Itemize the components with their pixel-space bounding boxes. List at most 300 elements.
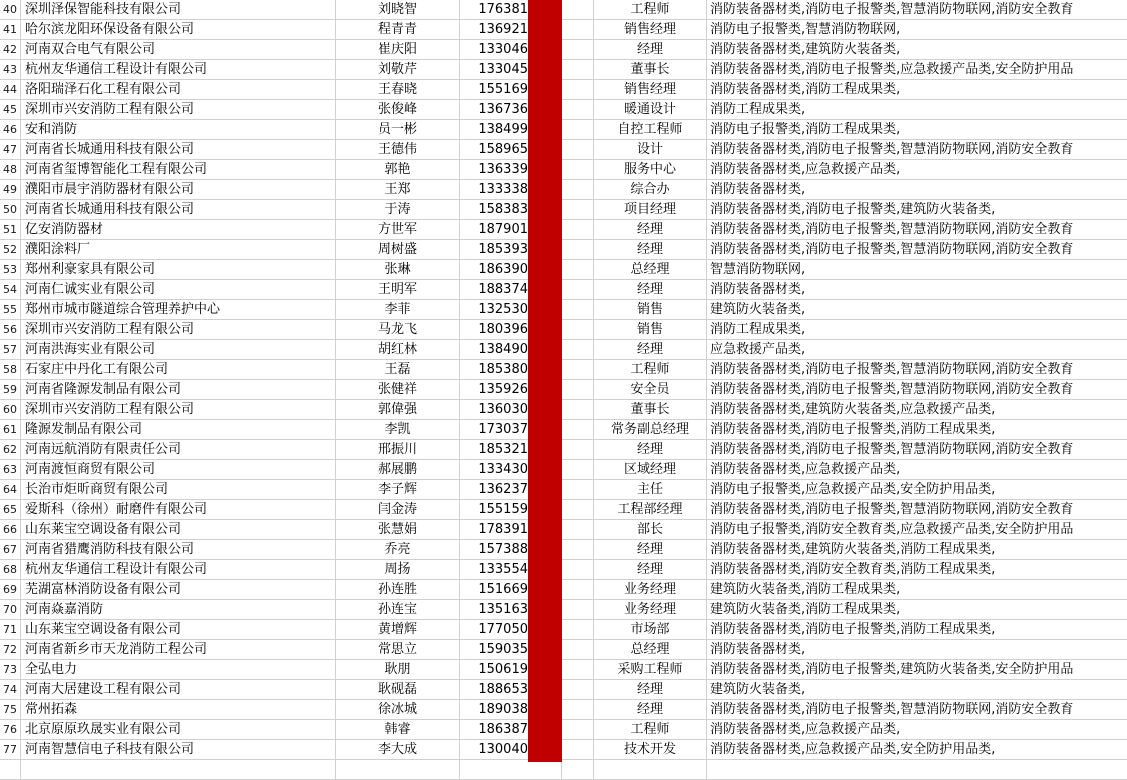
row-header[interactable]: 58 (0, 360, 21, 380)
cell-company[interactable]: 芜湖富林消防设备有限公司 (21, 580, 336, 600)
cell-title[interactable]: 经理 (594, 540, 707, 560)
cell-title[interactable]: 经理 (594, 220, 707, 240)
cell-title[interactable]: 项目经理 (594, 200, 707, 220)
cell-title[interactable]: 工程师 (594, 360, 707, 380)
row-header[interactable] (0, 760, 21, 780)
cell-phone[interactable]: 173037 (460, 420, 562, 440)
cell-empty[interactable] (562, 440, 594, 460)
cell-contact[interactable]: 周扬 (336, 560, 460, 580)
table-row (0, 140, 1127, 160)
cell-phone[interactable]: 189038 (460, 700, 562, 720)
cell-company[interactable]: 河南洪海实业有限公司 (21, 340, 336, 360)
cell-company[interactable]: 深圳市兴安消防工程有限公司 (21, 100, 336, 120)
cell-phone[interactable]: 136237 (460, 480, 562, 500)
cell-title[interactable]: 董事长 (594, 60, 707, 80)
cell-empty[interactable] (562, 640, 594, 660)
cell-contact[interactable]: 张慧娟 (336, 520, 460, 540)
row-header[interactable]: 49 (0, 180, 21, 200)
cell-categories[interactable]: 消防装备器材类, (707, 640, 1127, 660)
cell-contact[interactable]: 孙连宝 (336, 600, 460, 620)
row-header[interactable]: 46 (0, 120, 21, 140)
row-header[interactable]: 75 (0, 700, 21, 720)
cell-empty[interactable] (562, 200, 594, 220)
cell-categories[interactable]: 消防装备器材类,消防电子报警类,智慧消防物联网,消防安全教育 (707, 220, 1127, 240)
row-header[interactable]: 76 (0, 720, 21, 740)
cell-empty[interactable] (562, 340, 594, 360)
table-row (0, 80, 1127, 100)
cell-categories[interactable]: 消防装备器材类,建筑防火装备类, (707, 40, 1127, 60)
cell-phone[interactable]: 187901 (460, 220, 562, 240)
cell-contact[interactable]: 王磊 (336, 360, 460, 380)
cell-title[interactable] (594, 760, 707, 780)
cell-contact[interactable]: 王明军 (336, 280, 460, 300)
table-row (0, 420, 1127, 440)
cell-title[interactable]: 自控工程师 (594, 120, 707, 140)
cell-empty[interactable] (562, 380, 594, 400)
row-header[interactable]: 61 (0, 420, 21, 440)
cell-title[interactable]: 工程师 (594, 720, 707, 740)
cell-company[interactable]: 河南省猎鹰消防科技有限公司 (21, 540, 336, 560)
cell-contact[interactable]: 王郑 (336, 180, 460, 200)
cell-categories[interactable]: 消防装备器材类,消防电子报警类,智慧消防物联网,消防安全教育 (707, 700, 1127, 720)
cell-title[interactable]: 销售 (594, 300, 707, 320)
cell-contact[interactable]: 黄增辉 (336, 620, 460, 640)
table-row (0, 520, 1127, 540)
cell-empty[interactable] (562, 660, 594, 680)
row-header[interactable]: 42 (0, 40, 21, 60)
row-header[interactable]: 73 (0, 660, 21, 680)
cell-contact[interactable]: 马龙飞 (336, 320, 460, 340)
cell-categories[interactable]: 消防装备器材类,消防电子报警类,智慧消防物联网,消防安全教育 (707, 360, 1127, 380)
row-header[interactable]: 47 (0, 140, 21, 160)
cell-contact[interactable]: 乔亮 (336, 540, 460, 560)
cell-phone[interactable]: 136736 (460, 100, 562, 120)
table-row (0, 440, 1127, 460)
cell-empty[interactable] (562, 620, 594, 640)
cell-contact[interactable]: 崔庆阳 (336, 40, 460, 60)
cell-phone[interactable]: 132530 (460, 300, 562, 320)
cell-company[interactable]: 安和消防 (21, 120, 336, 140)
cell-categories[interactable]: 建筑防火装备类,消防工程成果类, (707, 600, 1127, 620)
cell-categories[interactable]: 消防电子报警类,应急救援产品类,安全防护用品类, (707, 480, 1127, 500)
cell-title[interactable]: 安全员 (594, 380, 707, 400)
cell-phone[interactable]: 159035 (460, 640, 562, 660)
cell-company[interactable]: 河南省新乡市天龙消防工程公司 (21, 640, 336, 660)
cell-title[interactable]: 业务经理 (594, 580, 707, 600)
cell-contact[interactable]: 周树盛 (336, 240, 460, 260)
cell-phone[interactable]: 177050 (460, 620, 562, 640)
cell-empty[interactable] (562, 100, 594, 120)
cell-phone[interactable]: 136921 (460, 20, 562, 40)
row-header[interactable]: 68 (0, 560, 21, 580)
cell-contact[interactable] (336, 760, 460, 780)
cell-categories[interactable]: 消防装备器材类, (707, 180, 1127, 200)
cell-contact[interactable]: 耿朋 (336, 660, 460, 680)
cell-phone[interactable]: 188374 (460, 280, 562, 300)
cell-phone[interactable]: 136339 (460, 160, 562, 180)
cell-contact[interactable]: 刘晓智 (336, 0, 460, 20)
table-row (0, 160, 1127, 180)
table-row (0, 760, 1127, 780)
cell-contact[interactable]: 胡红林 (336, 340, 460, 360)
row-header[interactable]: 69 (0, 580, 21, 600)
table-row (0, 200, 1127, 220)
cell-company[interactable]: 河南大居建设工程有限公司 (21, 680, 336, 700)
cell-contact[interactable]: 于涛 (336, 200, 460, 220)
cell-contact[interactable]: 闫金涛 (336, 500, 460, 520)
cell-categories[interactable]: 消防装备器材类,建筑防火装备类,消防工程成果类, (707, 540, 1127, 560)
cell-categories[interactable]: 消防装备器材类,消防安全教育类,消防工程成果类, (707, 560, 1127, 580)
cell-company[interactable]: 河南双合电气有限公司 (21, 40, 336, 60)
cell-empty[interactable] (562, 580, 594, 600)
row-header[interactable]: 53 (0, 260, 21, 280)
cell-phone[interactable]: 150619 (460, 660, 562, 680)
cell-phone[interactable]: 136030 (460, 400, 562, 420)
cell-contact[interactable]: 张琳 (336, 260, 460, 280)
row-header[interactable]: 62 (0, 440, 21, 460)
cell-title[interactable]: 经理 (594, 560, 707, 580)
cell-company[interactable]: 亿安消防器材 (21, 220, 336, 240)
cell-empty[interactable] (562, 180, 594, 200)
cell-categories[interactable]: 消防电子报警类,消防工程成果类, (707, 120, 1127, 140)
cell-title[interactable]: 市场部 (594, 620, 707, 640)
row-header[interactable]: 54 (0, 280, 21, 300)
cell-empty[interactable] (562, 160, 594, 180)
cell-phone[interactable]: 133430 (460, 460, 562, 480)
row-header[interactable]: 70 (0, 600, 21, 620)
cell-title[interactable]: 销售 (594, 320, 707, 340)
cell-phone[interactable]: 176381 (460, 0, 562, 20)
table-row (0, 400, 1127, 420)
cell-company[interactable]: 郑州市城市隧道综合管理养护中心 (21, 300, 336, 320)
cell-phone[interactable] (460, 760, 562, 780)
cell-title[interactable]: 经理 (594, 440, 707, 460)
cell-categories[interactable] (707, 760, 1127, 780)
row-header[interactable]: 64 (0, 480, 21, 500)
cell-company[interactable]: 濮阳涂料厂 (21, 240, 336, 260)
cell-title[interactable]: 销售经理 (594, 80, 707, 100)
cell-categories[interactable]: 消防装备器材类,消防电子报警类,建筑防火装备类,安全防护用品 (707, 660, 1127, 680)
cell-contact[interactable]: 李大成 (336, 740, 460, 760)
cell-empty[interactable] (562, 760, 594, 780)
cell-categories[interactable]: 应急救援产品类, (707, 340, 1127, 360)
cell-title[interactable]: 部长 (594, 520, 707, 540)
table-row (0, 600, 1127, 620)
cell-phone[interactable]: 185321 (460, 440, 562, 460)
cell-categories[interactable]: 消防装备器材类,消防电子报警类,智慧消防物联网,消防安全教育 (707, 240, 1127, 260)
row-header[interactable]: 60 (0, 400, 21, 420)
row-header[interactable]: 57 (0, 340, 21, 360)
cell-empty[interactable] (562, 20, 594, 40)
cell-empty[interactable] (562, 600, 594, 620)
cell-contact[interactable]: 刘敬芹 (336, 60, 460, 80)
cell-company[interactable]: 隆源发制品有限公司 (21, 420, 336, 440)
cell-title[interactable]: 经理 (594, 680, 707, 700)
cell-title[interactable]: 经理 (594, 340, 707, 360)
cell-phone[interactable]: 186387 (460, 720, 562, 740)
table-row (0, 260, 1127, 280)
cell-contact[interactable]: 郭艳 (336, 160, 460, 180)
cell-categories[interactable]: 消防工程成果类, (707, 320, 1127, 340)
cell-title[interactable]: 经理 (594, 700, 707, 720)
cell-empty[interactable] (562, 280, 594, 300)
cell-contact[interactable]: 员一彬 (336, 120, 460, 140)
cell-categories[interactable]: 消防装备器材类,消防电子报警类,消防工程成果类, (707, 420, 1127, 440)
cell-empty[interactable] (562, 40, 594, 60)
cell-categories[interactable]: 消防装备器材类, (707, 280, 1127, 300)
cell-empty[interactable] (562, 680, 594, 700)
cell-phone[interactable]: 188653 (460, 680, 562, 700)
table-row (0, 680, 1127, 700)
cell-phone[interactable]: 130040 (460, 740, 562, 760)
cell-company[interactable]: 濮阳市晨宇消防器材有限公司 (21, 180, 336, 200)
cell-empty[interactable] (562, 540, 594, 560)
cell-empty[interactable] (562, 120, 594, 140)
cell-phone[interactable]: 138499 (460, 120, 562, 140)
table-row (0, 460, 1127, 480)
cell-phone[interactable]: 157388 (460, 540, 562, 560)
table-row (0, 280, 1127, 300)
cell-empty[interactable] (562, 740, 594, 760)
row-header[interactable]: 55 (0, 300, 21, 320)
cell-contact[interactable]: 王德伟 (336, 140, 460, 160)
row-header[interactable]: 59 (0, 380, 21, 400)
table-row (0, 380, 1127, 400)
cell-empty[interactable] (562, 720, 594, 740)
cell-empty[interactable] (562, 460, 594, 480)
cell-categories[interactable]: 建筑防火装备类,消防工程成果类, (707, 580, 1127, 600)
cell-contact[interactable]: 王春晓 (336, 80, 460, 100)
row-header[interactable]: 72 (0, 640, 21, 660)
cell-title[interactable]: 经理 (594, 240, 707, 260)
cell-company[interactable]: 河南省玺博智能化工程有限公司 (21, 160, 336, 180)
cell-categories[interactable]: 消防装备器材类,消防电子报警类,智慧消防物联网,消防安全教育 (707, 380, 1127, 400)
cell-phone[interactable]: 158965 (460, 140, 562, 160)
cell-empty[interactable] (562, 520, 594, 540)
row-header[interactable]: 45 (0, 100, 21, 120)
cell-title[interactable]: 服务中心 (594, 160, 707, 180)
row-header[interactable]: 40 (0, 0, 21, 20)
cell-company[interactable]: 常州拓森 (21, 700, 336, 720)
cell-contact[interactable]: 郭偉强 (336, 400, 460, 420)
cell-categories[interactable]: 消防装备器材类,应急救援产品类, (707, 160, 1127, 180)
row-header[interactable]: 63 (0, 460, 21, 480)
cell-company[interactable]: 深圳市兴安消防工程有限公司 (21, 400, 336, 420)
cell-empty[interactable] (562, 560, 594, 580)
row-header[interactable]: 41 (0, 20, 21, 40)
row-header[interactable]: 43 (0, 60, 21, 80)
cell-phone[interactable]: 138490 (460, 340, 562, 360)
cell-company[interactable]: 洛阳瑞泽石化工程有限公司 (21, 80, 336, 100)
cell-title[interactable]: 经理 (594, 40, 707, 60)
cell-phone[interactable]: 155169 (460, 80, 562, 100)
cell-title[interactable]: 主任 (594, 480, 707, 500)
cell-contact[interactable]: 郝展鹏 (336, 460, 460, 480)
cell-empty[interactable] (562, 420, 594, 440)
cell-company[interactable]: 杭州友华通信工程设计有限公司 (21, 560, 336, 580)
cell-contact[interactable]: 韩睿 (336, 720, 460, 740)
cell-company[interactable]: 河南远航消防有限责任公司 (21, 440, 336, 460)
row-header[interactable]: 50 (0, 200, 21, 220)
cell-phone[interactable]: 185393 (460, 240, 562, 260)
cell-company[interactable]: 河南仁诚实业有限公司 (21, 280, 336, 300)
cell-empty[interactable] (562, 360, 594, 380)
cell-phone[interactable]: 133554 (460, 560, 562, 580)
cell-title[interactable]: 设计 (594, 140, 707, 160)
cell-phone[interactable]: 133338 (460, 180, 562, 200)
cell-phone[interactable]: 133045 (460, 60, 562, 80)
cell-title[interactable]: 采购工程师 (594, 660, 707, 680)
table-row (0, 500, 1127, 520)
cell-phone[interactable]: 133046 (460, 40, 562, 60)
cell-company[interactable]: 深圳泽保智能科技有限公司 (21, 0, 336, 20)
cell-phone[interactable]: 178391 (460, 520, 562, 540)
cell-title[interactable]: 工程部经理 (594, 500, 707, 520)
cell-contact[interactable]: 常思立 (336, 640, 460, 660)
row-header[interactable]: 44 (0, 80, 21, 100)
cell-company[interactable] (21, 760, 336, 780)
cell-company[interactable]: 山东莱宝空调设备有限公司 (21, 520, 336, 540)
cell-title[interactable]: 总经理 (594, 640, 707, 660)
cell-categories[interactable]: 消防装备器材类,消防电子报警类,智慧消防物联网,消防安全教育 (707, 500, 1127, 520)
cell-title[interactable]: 暖通设计 (594, 100, 707, 120)
cell-phone[interactable]: 135926 (460, 380, 562, 400)
cell-company[interactable]: 河南智慧信电子科技有限公司 (21, 740, 336, 760)
cell-contact[interactable]: 李子辉 (336, 480, 460, 500)
cell-categories[interactable]: 消防装备器材类,建筑防火装备类,应急救援产品类, (707, 400, 1127, 420)
cell-contact[interactable]: 李菲 (336, 300, 460, 320)
row-header[interactable]: 66 (0, 520, 21, 540)
cell-categories[interactable]: 消防装备器材类,消防电子报警类,消防工程成果类, (707, 620, 1127, 640)
cell-company[interactable]: 石家庄中丹化工有限公司 (21, 360, 336, 380)
cell-company[interactable]: 河南焱嘉消防 (21, 600, 336, 620)
row-header[interactable]: 71 (0, 620, 21, 640)
cell-empty[interactable] (562, 240, 594, 260)
cell-phone[interactable]: 185380 (460, 360, 562, 380)
cell-empty[interactable] (562, 500, 594, 520)
row-header[interactable]: 67 (0, 540, 21, 560)
cell-categories[interactable]: 消防装备器材类,应急救援产品类,安全防护用品类, (707, 740, 1127, 760)
cell-company[interactable]: 全弘电力 (21, 660, 336, 680)
row-header[interactable]: 74 (0, 680, 21, 700)
row-header[interactable]: 48 (0, 160, 21, 180)
row-header[interactable]: 77 (0, 740, 21, 760)
cell-categories[interactable]: 消防电子报警类,智慧消防物联网, (707, 20, 1127, 40)
cell-company[interactable]: 杭州友华通信工程设计有限公司 (21, 60, 336, 80)
cell-empty[interactable] (562, 60, 594, 80)
cell-phone[interactable]: 155159 (460, 500, 562, 520)
cell-title[interactable]: 董事长 (594, 400, 707, 420)
cell-categories[interactable]: 消防装备器材类,消防电子报警类,应急救援产品类,安全防护用品 (707, 60, 1127, 80)
cell-title[interactable]: 技术开发 (594, 740, 707, 760)
table-row (0, 100, 1127, 120)
cell-phone[interactable]: 180396 (460, 320, 562, 340)
cell-company[interactable]: 郑州利豪家具有限公司 (21, 260, 336, 280)
cell-categories[interactable]: 消防工程成果类, (707, 100, 1127, 120)
cell-company[interactable]: 河南省隆源发制品有限公司 (21, 380, 336, 400)
cell-title[interactable]: 销售经理 (594, 20, 707, 40)
cell-title[interactable]: 总经理 (594, 260, 707, 280)
cell-company[interactable]: 河南渡恒商贸有限公司 (21, 460, 336, 480)
cell-categories[interactable]: 建筑防火装备类, (707, 300, 1127, 320)
cell-contact[interactable]: 耿砚磊 (336, 680, 460, 700)
cell-company[interactable]: 河南省长城通用科技有限公司 (21, 200, 336, 220)
table-row (0, 540, 1127, 560)
table-row (0, 300, 1127, 320)
cell-phone[interactable]: 151669 (460, 580, 562, 600)
cell-empty[interactable] (562, 400, 594, 420)
cell-categories[interactable]: 消防装备器材类,消防电子报警类,建筑防火装备类, (707, 200, 1127, 220)
cell-company[interactable]: 北京原原玖晟实业有限公司 (21, 720, 336, 740)
cell-company[interactable]: 长治市炬昕商贸有限公司 (21, 480, 336, 500)
table-row (0, 620, 1127, 640)
table-row (0, 640, 1127, 660)
cell-categories[interactable]: 消防装备器材类,消防电子报警类,智慧消防物联网,消防安全教育 (707, 440, 1127, 460)
cell-empty[interactable] (562, 320, 594, 340)
cell-contact[interactable]: 邢振川 (336, 440, 460, 460)
cell-company[interactable]: 河南省长城通用科技有限公司 (21, 140, 336, 160)
table-row (0, 20, 1127, 40)
cell-contact[interactable]: 程青青 (336, 20, 460, 40)
cell-title[interactable]: 常务副总经理 (594, 420, 707, 440)
row-header[interactable]: 56 (0, 320, 21, 340)
cell-contact[interactable]: 徐冰城 (336, 700, 460, 720)
cell-title[interactable]: 经理 (594, 280, 707, 300)
row-header[interactable]: 51 (0, 220, 21, 240)
cell-title[interactable]: 业务经理 (594, 600, 707, 620)
table-row (0, 720, 1127, 740)
cell-empty[interactable] (562, 220, 594, 240)
cell-empty[interactable] (562, 480, 594, 500)
row-header[interactable]: 65 (0, 500, 21, 520)
table-row (0, 240, 1127, 260)
table-row (0, 340, 1127, 360)
redaction-overlay (528, 0, 562, 762)
cell-contact[interactable]: 张健祥 (336, 380, 460, 400)
cell-categories[interactable]: 消防装备器材类,消防电子报警类,智慧消防物联网,消防安全教育 (707, 140, 1127, 160)
row-header[interactable]: 52 (0, 240, 21, 260)
cell-empty[interactable] (562, 260, 594, 280)
cell-contact[interactable]: 李凯 (336, 420, 460, 440)
cell-title[interactable]: 区域经理 (594, 460, 707, 480)
cell-title[interactable]: 综合办 (594, 180, 707, 200)
table-row (0, 40, 1127, 60)
cell-categories[interactable]: 消防装备器材类,应急救援产品类, (707, 460, 1127, 480)
cell-phone[interactable]: 135163 (460, 600, 562, 620)
cell-company[interactable]: 山东莱宝空调设备有限公司 (21, 620, 336, 640)
cell-categories[interactable]: 建筑防火装备类, (707, 680, 1127, 700)
cell-title[interactable]: 工程师 (594, 0, 707, 20)
cell-phone[interactable]: 186390 (460, 260, 562, 280)
cell-categories[interactable]: 智慧消防物联网, (707, 260, 1127, 280)
cell-empty[interactable] (562, 140, 594, 160)
cell-company[interactable]: 深圳市兴安消防工程有限公司 (21, 320, 336, 340)
cell-empty[interactable] (562, 80, 594, 100)
cell-contact[interactable]: 孙连胜 (336, 580, 460, 600)
cell-categories[interactable]: 消防电子报警类,消防安全教育类,应急救援产品类,安全防护用品 (707, 520, 1127, 540)
cell-contact[interactable]: 方世军 (336, 220, 460, 240)
cell-phone[interactable]: 158383 (460, 200, 562, 220)
cell-company[interactable]: 哈尔滨龙阳环保设备有限公司 (21, 20, 336, 40)
cell-categories[interactable]: 消防装备器材类,消防电子报警类,智慧消防物联网,消防安全教育 (707, 0, 1127, 20)
cell-company[interactable]: 爱斯科（徐州）耐磨件有限公司 (21, 500, 336, 520)
cell-contact[interactable]: 张俊峰 (336, 100, 460, 120)
cell-empty[interactable] (562, 300, 594, 320)
cell-categories[interactable]: 消防装备器材类,应急救援产品类, (707, 720, 1127, 740)
cell-categories[interactable]: 消防装备器材类,消防工程成果类, (707, 80, 1127, 100)
cell-empty[interactable] (562, 0, 594, 20)
cell-empty[interactable] (562, 700, 594, 720)
